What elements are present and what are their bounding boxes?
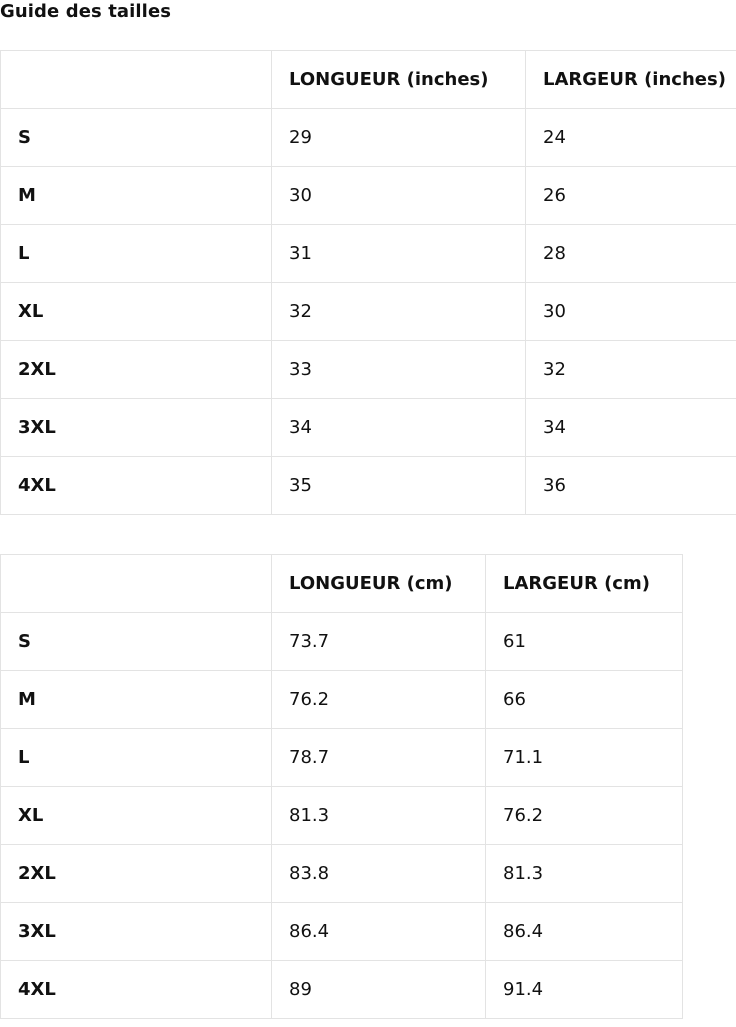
- width-value: 32: [526, 341, 736, 399]
- width-value: 81.3: [486, 845, 683, 903]
- length-value: 89: [272, 961, 486, 1019]
- width-value: 30: [526, 283, 736, 341]
- length-value: 33: [272, 341, 526, 399]
- length-value: 86.4: [272, 903, 486, 961]
- table-row: [1, 613, 683, 671]
- size-table-cm: [0, 554, 683, 1019]
- table-row: [1, 903, 683, 961]
- length-value: 35: [272, 457, 526, 515]
- size-label: 2XL: [1, 341, 272, 399]
- table-header-row: [1, 51, 736, 109]
- length-value: 78.7: [272, 729, 486, 787]
- size-label: 4XL: [1, 961, 272, 1019]
- size-label: L: [1, 729, 272, 787]
- header-length: LONGUEUR (cm): [272, 555, 486, 613]
- width-value: 28: [526, 225, 736, 283]
- width-value: 34: [526, 399, 736, 457]
- length-value: 76.2: [272, 671, 486, 729]
- length-value: 32: [272, 283, 526, 341]
- table-row: [1, 845, 683, 903]
- header-width: LARGEUR (cm): [486, 555, 683, 613]
- size-label: 3XL: [1, 399, 272, 457]
- width-value: 86.4: [486, 903, 683, 961]
- length-value: 34: [272, 399, 526, 457]
- length-value: 30: [272, 167, 526, 225]
- table-row: [1, 341, 736, 399]
- width-value: 66: [486, 671, 683, 729]
- length-value: 29: [272, 109, 526, 167]
- table-row: [1, 167, 736, 225]
- size-table-inches: [0, 50, 736, 515]
- width-value: 71.1: [486, 729, 683, 787]
- size-label: XL: [1, 787, 272, 845]
- table-row: [1, 671, 683, 729]
- size-label: 3XL: [1, 903, 272, 961]
- width-value: 76.2: [486, 787, 683, 845]
- table-header-row: [1, 555, 683, 613]
- table-row: [1, 225, 736, 283]
- width-value: 36: [526, 457, 736, 515]
- header-size: [1, 51, 272, 109]
- length-value: 31: [272, 225, 526, 283]
- width-value: 91.4: [486, 961, 683, 1019]
- table-row: [1, 961, 683, 1019]
- size-label: M: [1, 167, 272, 225]
- size-label: L: [1, 225, 272, 283]
- width-value: 61: [486, 613, 683, 671]
- width-value: 26: [526, 167, 736, 225]
- size-label: S: [1, 109, 272, 167]
- table-row: [1, 787, 683, 845]
- size-label: S: [1, 613, 272, 671]
- header-length: LONGUEUR (inches): [272, 51, 526, 109]
- size-label: M: [1, 671, 272, 729]
- size-label: 2XL: [1, 845, 272, 903]
- header-width: LARGEUR (inches): [526, 51, 736, 109]
- table-row: [1, 283, 736, 341]
- length-value: 83.8: [272, 845, 486, 903]
- width-value: 24: [526, 109, 736, 167]
- length-value: 73.7: [272, 613, 486, 671]
- table-row: [1, 457, 736, 515]
- size-label: 4XL: [1, 457, 272, 515]
- table-row: [1, 109, 736, 167]
- table-row: [1, 399, 736, 457]
- header-size: [1, 555, 272, 613]
- size-label: XL: [1, 283, 272, 341]
- length-value: 81.3: [272, 787, 486, 845]
- page-title: Guide des tailles: [0, 1, 172, 22]
- table-row: [1, 729, 683, 787]
